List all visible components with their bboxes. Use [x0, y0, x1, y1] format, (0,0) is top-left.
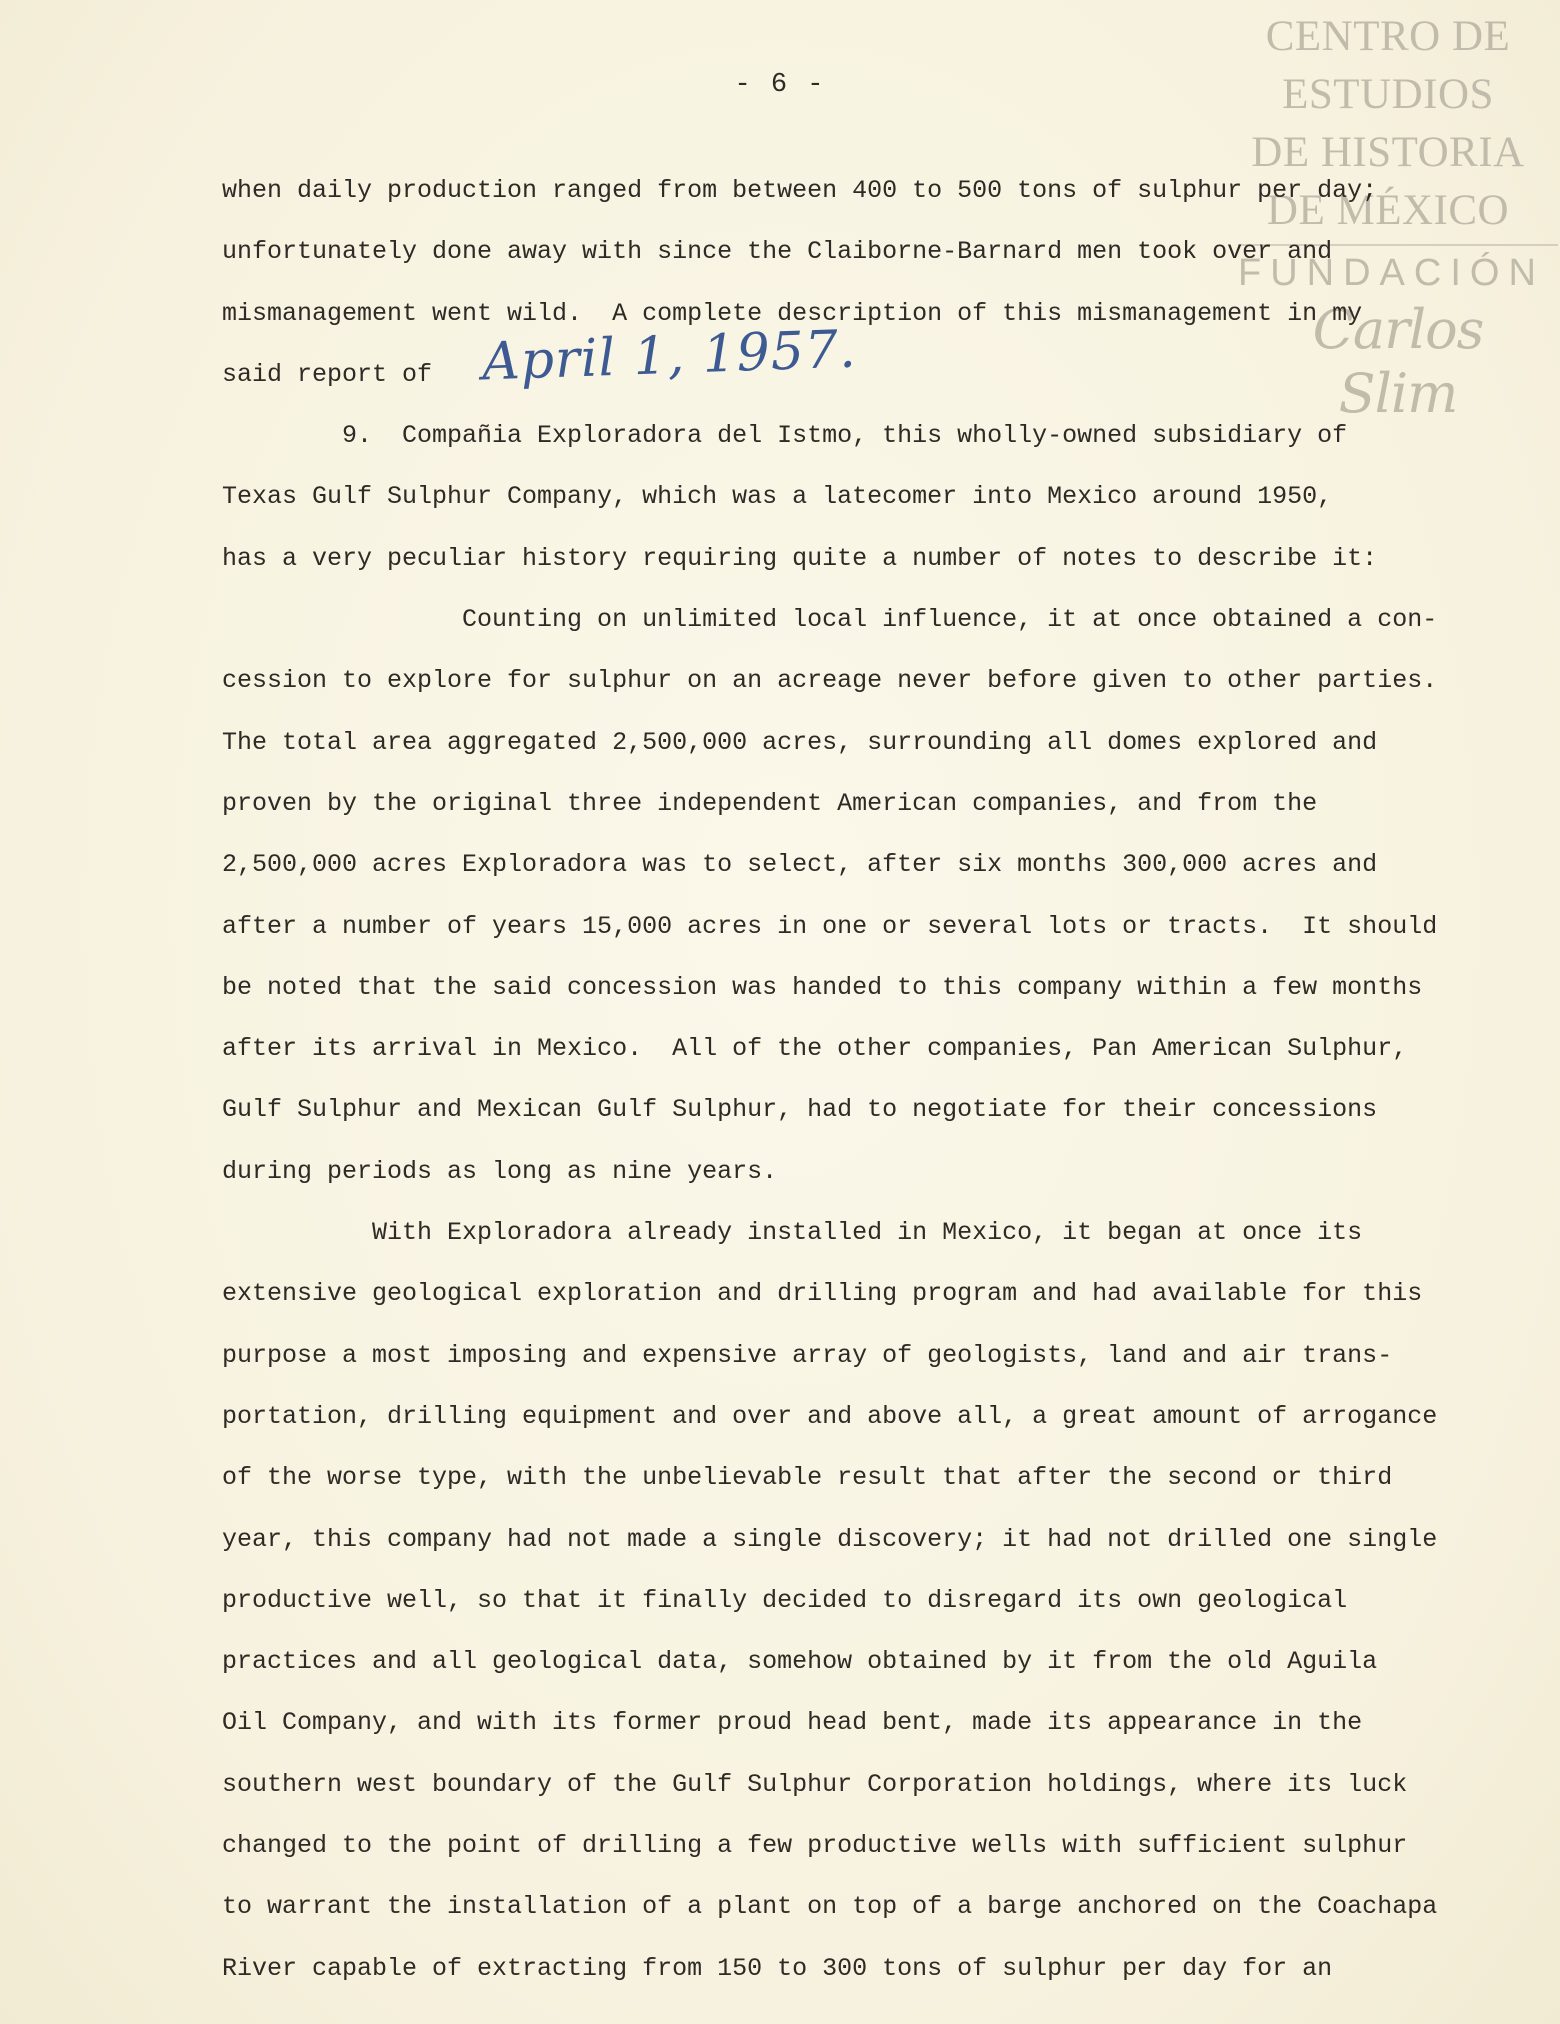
text-line-13: after a number of years 15,000 acres in one or several lots or tracts. It should [222, 911, 1438, 941]
text-line-7: has a very peculiar history requiring quite a number of notes to describe it: [222, 543, 1378, 573]
watermark-line-2: ESTUDIOS [1282, 71, 1494, 118]
text-line-11: proven by the original three independent American companies, and from the [222, 788, 1318, 818]
text-line-3: mismanagement went wild. A complete description of this mismanagement in my [222, 298, 1363, 328]
typed-body [222, 160, 1492, 1999]
text-line-9: cession to explore for sulphur on an acreage never before given to other parties. [222, 666, 1438, 696]
watermark-signature: Carlos Slim [1312, 298, 1484, 425]
text-line-24: productive well, so that it finally decided to disregard its own geological [222, 1585, 1348, 1615]
text-line-26: Oil Company, and with its former proud head bent, made its appearance in the [222, 1708, 1363, 1738]
text-line-20: purpose a most imposing and expensive array of geologists, land and air trans- [222, 1340, 1393, 1370]
text-line-29: to warrant the installation of a plant on top of a barge anchored on the Coachapa [222, 1892, 1438, 1922]
text-line-23: year, this company had not made a single discovery; it had not drilled one single [222, 1524, 1438, 1554]
handwritten-date: April 1, 1957. [481, 319, 858, 393]
text-line-2: unfortunately done away with since the Claiborne-Barnard men took over and [222, 237, 1333, 267]
text-line-25: practices and all geological data, somehow obtained by it from the old Aguila [222, 1647, 1378, 1677]
text-line-27: southern west boundary of the Gulf Sulphur Corporation holdings, where its luck [222, 1769, 1408, 1799]
text-line-8: Counting on unlimited local influence, it at once obtained a con- [222, 605, 1438, 635]
text-line-4: said report of [222, 359, 433, 389]
text-line-30: River capable of extracting from 150 to 300 tons of sulphur per day for an [222, 1953, 1333, 1983]
text-line-6: Texas Gulf Sulphur Company, which was a latecomer into Mexico around 1950, [222, 482, 1333, 512]
page-number: - 6 - [734, 70, 826, 100]
text-line-15: after its arrival in Mexico. All of the other companies, Pan American Sulphur, [222, 1034, 1408, 1064]
watermark-line-3: DE HISTORIA [1251, 129, 1525, 176]
text-line-21: portation, drilling equipment and over and above all, a great amount of arrogance [222, 1401, 1438, 1431]
text-line-18: With Exploradora already installed in Mexico, it began at once its [222, 1218, 1363, 1248]
text-line-1: when daily production ranged from between 400 to 500 tons of sulphur per day; [222, 176, 1378, 205]
text-line-28: changed to the point of drilling a few productive wells with sufficient sulphur [222, 1831, 1408, 1861]
text-line-12: 2,500,000 acres Exploradora was to select, after six months 300,000 acres and [222, 850, 1378, 880]
text-line-10: The total area aggregated 2,500,000 acres, surrounding all domes explored and [222, 727, 1378, 757]
text-line-14: be noted that the said concession was handed to this company within a few months [222, 972, 1423, 1002]
text-line-19: extensive geological exploration and drilling program and had available for this [222, 1279, 1423, 1309]
watermark-line-1: CENTRO DE [1265, 13, 1511, 60]
text-line-22: of the worse type, with the unbelievable result that after the second or third [222, 1463, 1393, 1493]
text-line-17: during periods as long as nine years. [222, 1156, 778, 1186]
watermark-foundation: FUNDACIÓN [1238, 252, 1545, 294]
watermark-line-4: DE MÉXICO [1266, 187, 1510, 234]
text-line-16: Gulf Sulphur and Mexican Gulf Sulphur, had to negotiate for their concessions [222, 1095, 1378, 1125]
text-line-5: 9. Compañia Exploradora del Istmo, this wholly-owned subsidiary of [222, 421, 1348, 451]
